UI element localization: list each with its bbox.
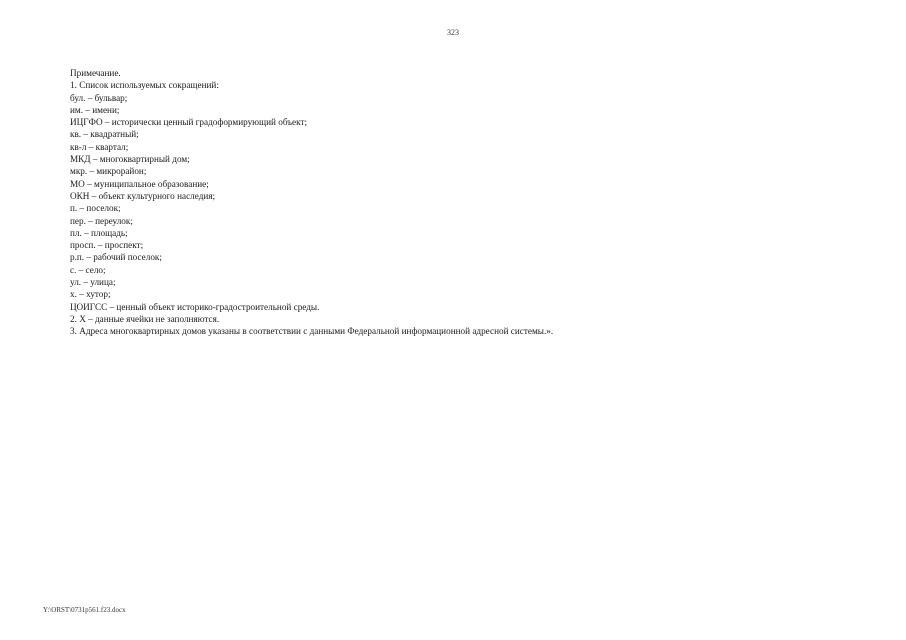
note-line: мкр. – микрорайон; bbox=[70, 166, 147, 177]
note-line: р.п. – рабочий поселок; bbox=[70, 252, 162, 263]
note-line: кв. – квадратный; bbox=[70, 129, 139, 140]
note-line: ИЦГФО – исторически ценный градоформирующий объект; bbox=[70, 117, 308, 128]
page-number: 323 bbox=[447, 28, 459, 37]
footer-file-path: Y:\ORST\0731p561.f23.docx bbox=[43, 606, 126, 614]
note-line: ЦОИГСС – ценный объект историко-градостроительной среды. bbox=[70, 301, 320, 312]
note-line: с. – село; bbox=[70, 264, 106, 275]
note-line: 3. Адреса многоквартирных домов указаны в соответствии с данными Федеральной информационной адресной системы.». bbox=[70, 326, 554, 337]
note-line: х. – хутор; bbox=[70, 289, 111, 300]
note-line: пл. – площадь; bbox=[70, 227, 128, 238]
note-block bbox=[70, 67, 850, 338]
note-line: им. – имени; bbox=[70, 104, 120, 115]
note-line: просп. – проспект; bbox=[70, 240, 144, 251]
note-line: бул. – бульвар; bbox=[70, 92, 128, 103]
note-line: пер. – переулок; bbox=[70, 215, 133, 226]
note-line: 1. Список используемых сокращений: bbox=[70, 80, 219, 91]
note-line: МО – муниципальное образование; bbox=[70, 178, 209, 189]
note-line: кв-л – квартал; bbox=[70, 141, 129, 152]
note-line: МКД – многоквартирный дом; bbox=[70, 154, 190, 165]
note-line: ул. – улица; bbox=[70, 277, 116, 288]
note-line: п. – поселок; bbox=[70, 203, 121, 214]
note-line: 2. Х – данные ячейки не заполняются. bbox=[70, 313, 220, 324]
note-line: ОКН – объект культурного наследия; bbox=[70, 190, 216, 201]
note-title: Примечание. bbox=[70, 68, 121, 78]
